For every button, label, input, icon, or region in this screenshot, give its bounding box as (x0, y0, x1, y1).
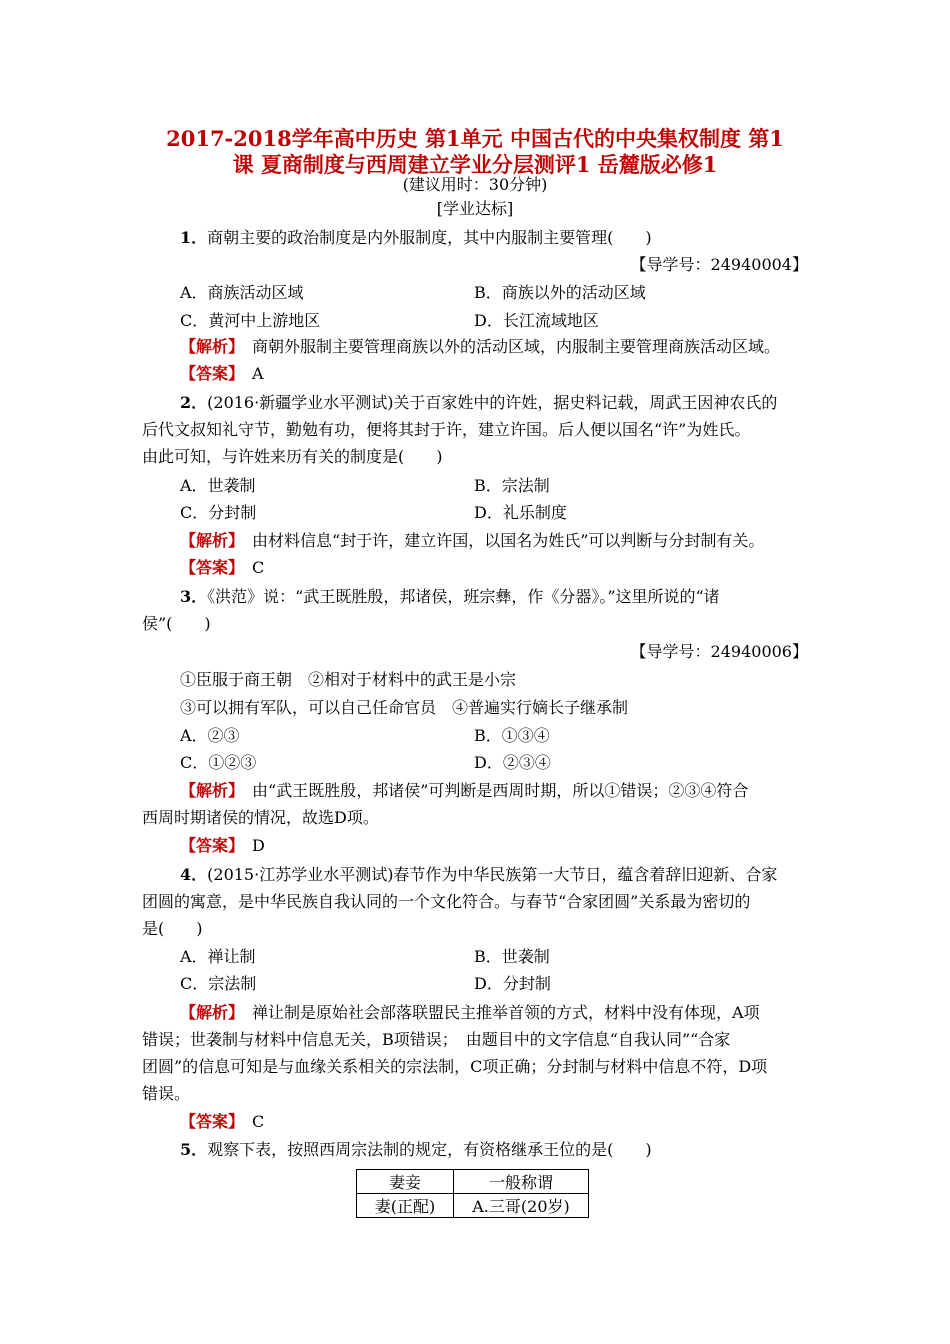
section-heading: [学业达标] (436, 199, 514, 218)
succession-table (356, 1169, 589, 1218)
question-1-option-b: B．商族以外的活动区域 (474, 283, 646, 302)
analysis-label: 【解析】 (180, 531, 237, 550)
question-1-answer-value: A (252, 364, 264, 383)
question-2-option-a: A．世袭制 (180, 476, 256, 495)
answer-label: 【答案】 (180, 836, 237, 855)
question-1-number: 1． (180, 228, 208, 247)
question-3-option-d: D．②③④ (474, 753, 551, 772)
question-2-stem-line-3: 由此可知，与许姓来历有关的制度是( ) (142, 447, 443, 466)
question-2-option-d: D．礼乐制度 (474, 503, 567, 522)
question-2-answer (180, 557, 264, 579)
table-cell: A.三哥(20岁) (454, 1194, 589, 1218)
question-1-option-d: D．长江流域地区 (474, 311, 599, 330)
question-4-analysis-line-1 (180, 1002, 760, 1024)
question-4-option-d: D．分封制 (474, 974, 551, 993)
question-2-number: 2． (180, 393, 208, 412)
question-1-stem (180, 227, 652, 249)
question-2-option-b: B．宗法制 (474, 476, 550, 495)
question-4-analysis-text-1: 禅让制是原始社会部落联盟民主推举首领的方式，材料中没有体现，A项 (252, 1003, 760, 1022)
question-5-number: 5． (180, 1140, 208, 1159)
question-3-answer (180, 835, 265, 857)
question-4-text-1: (2015·江苏学业水平测试)春节作为中华民族第一大节日，蕴含着辞旧迎新、合家 (207, 865, 778, 884)
question-1-option-a: A．商族活动区域 (180, 283, 304, 302)
question-4-analysis-line-4: 错误。 (142, 1084, 191, 1103)
question-3-number: 3． (180, 587, 208, 606)
question-2-option-c: C．分封制 (180, 503, 257, 522)
question-2-text-1: (2016·新疆学业水平测试)关于百家姓中的许姓，据史料记载，周武王因神农氏的 (207, 393, 778, 412)
question-4-option-c: C．宗法制 (180, 974, 257, 993)
question-3-guide-number: 【导学号：24940006】 (630, 642, 808, 661)
question-1-guide-number: 【导学号：24940004】 (630, 255, 808, 274)
question-4-option-b: B．世袭制 (474, 947, 550, 966)
analysis-label: 【解析】 (180, 337, 237, 356)
question-3-option-b: B．①③④ (474, 726, 550, 745)
time-note: (建议用时：30分钟) (402, 175, 548, 194)
question-3-analysis-line-2: 西周时期诸侯的情况，故选D项。 (142, 808, 379, 827)
question-4-stem-line-3: 是( ) (142, 919, 203, 938)
question-4-analysis-line-3: 团圆”的信息可知是与血缘关系相关的宗法制，C项正确；分封制与材料中信息不符，D项 (142, 1057, 768, 1076)
question-4-option-a: A．禅让制 (180, 947, 256, 966)
question-5-stem (180, 1139, 652, 1161)
question-3-items-line-2: ③可以拥有军队，可以自己任命官员 ④普遍实行嫡长子继承制 (180, 698, 629, 717)
question-4-stem-line-1 (180, 864, 777, 886)
question-1-analysis (180, 336, 780, 358)
analysis-label: 【解析】 (180, 1003, 237, 1022)
question-4-answer (180, 1111, 264, 1133)
question-3-analysis-text-1: 由“武王既胜殷，邦诸侯”可判断是西周时期，所以①错误；②③④符合 (252, 781, 749, 800)
table-cell: 妻(正配) (357, 1194, 454, 1218)
question-4-stem-line-2: 团圆的寓意，是中华民族自我认同的一个文化符合。与春节“合家团圆”关系最为密切的 (142, 892, 751, 911)
question-2-stem-line-2: 后代文叔知礼守节，勤勉有功，便将其封于许，建立许国。后人便以国名“许”为姓氏。 (142, 420, 751, 439)
question-1-analysis-text: 商朝外服制主要管理商族以外的活动区域，内服制主要管理商族活动区域。 (252, 337, 781, 356)
question-3-option-c: C．①②③ (180, 753, 257, 772)
question-1-text: 商朝主要的政治制度是内外服制度，其中内服制主要管理( ) (207, 228, 652, 247)
question-2-stem-line-1 (180, 392, 777, 414)
question-3-option-a: A．②③ (180, 726, 240, 745)
table-header-row (357, 1170, 589, 1194)
document-title-line-1: 2017-2018学年高中历史 第1单元 中国古代的中央集权制度 第1 (166, 126, 784, 151)
question-5-text: 观察下表，按照西周宗法制的规定，有资格继承王位的是( ) (207, 1140, 652, 1159)
question-3-stem-line-2: 侯”( ) (142, 614, 211, 633)
answer-label: 【答案】 (180, 1112, 237, 1131)
question-1-option-c: C．黄河中上游地区 (180, 311, 321, 330)
question-4-number: 4． (180, 865, 208, 884)
question-3-items-line-1: ①臣服于商王朝 ②相对于材料中的武王是小宗 (180, 670, 517, 689)
table-header-cell: 妻妾 (357, 1170, 454, 1194)
question-3-stem-line-1 (180, 586, 720, 608)
question-4-analysis-line-2: 错误；世袭制与材料中信息无关，B项错误； 由题目中的文字信息“自我认同”“合家 (142, 1030, 731, 1049)
question-3-answer-value: D (252, 836, 265, 855)
table-header-cell: 一般称谓 (454, 1170, 589, 1194)
answer-label: 【答案】 (180, 364, 237, 383)
analysis-label: 【解析】 (180, 781, 237, 800)
question-2-analysis (180, 530, 764, 552)
question-3-analysis-line-1 (180, 780, 748, 802)
table-row (357, 1194, 589, 1218)
question-1-answer (180, 363, 264, 385)
document-title-line-2: 课 夏商制度与西周建立学业分层测评1 岳麓版必修1 (232, 152, 718, 177)
question-2-answer-value: C (252, 558, 265, 577)
question-3-text-1: 《洪范》说：“武王既胜殷，邦诸侯，班宗彝，作《分器》。”这里所说的“诸 (207, 587, 720, 606)
question-4-answer-value: C (252, 1112, 265, 1131)
question-2-analysis-text: 由材料信息“封于许，建立许国，以国名为姓氏”可以判断与分封制有关。 (252, 531, 765, 550)
answer-label: 【答案】 (180, 558, 237, 577)
